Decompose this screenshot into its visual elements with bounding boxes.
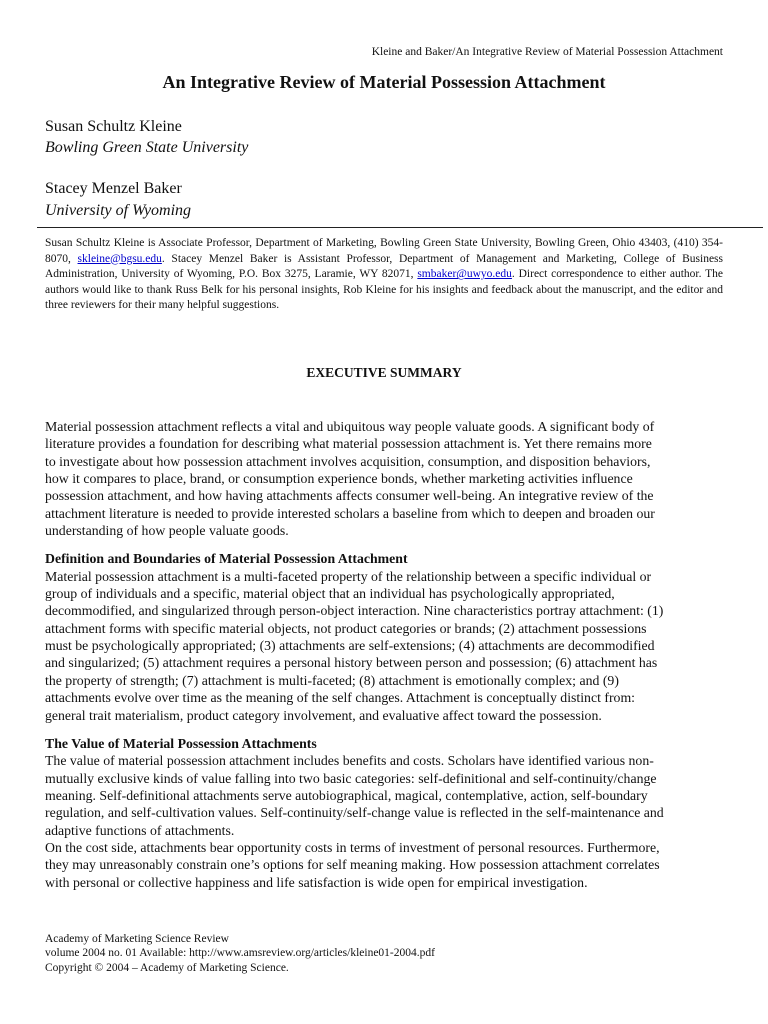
section1-line: attachment forms with specific material objects, not product categories or brands; (2) attachment possessions xyxy=(45,620,647,636)
intro-line: Material possession attachment reflects a vital and ubiquitous way people valuate goods. A significant body of xyxy=(45,419,655,434)
footer-journal-name: Academy of Marketing Science Review xyxy=(45,933,229,945)
intro-line: understanding of how people valuate goods. xyxy=(45,523,289,539)
section2-line: meaning. Self-definitional attachments serve autobiographical, magical, contemplative, action, self-boundary xyxy=(45,787,648,803)
executive-summary-heading: EXECUTIVE SUMMARY xyxy=(306,365,462,380)
author-note xyxy=(45,236,723,314)
section2-line: The value of material possession attachment includes benefits and costs. Scholars have identified various non- xyxy=(45,753,654,769)
section1-line: decommodified, and singularized through person-object interaction. Nine characteristics portray attachment: (1) xyxy=(45,603,664,619)
running-head: Kleine and Baker/An Integrative Review of Material Possession Attachment xyxy=(371,46,723,58)
author-affiliation-1: Bowling Green State University xyxy=(45,139,249,156)
author-note-part2: . Stacey Menzel Baker is Assistant Professor, Department of Management and Marketing, College of Business Administration, University of Wyoming, P.O. Box 3275, Laramie, WY 82071, xyxy=(45,252,724,281)
header-divider xyxy=(37,227,763,228)
intro-line: possession attachment, and how having attachments affects consumer well-being. An integrative review of the xyxy=(45,488,654,504)
section1-line: attachments evolve over time as the meaning of the self changes. Attachment is conceptually distinct from: xyxy=(45,690,636,706)
section-heading-definition: Definition and Boundaries of Material Possession Attachment xyxy=(45,551,408,567)
author-name-2: Stacey Menzel Baker xyxy=(45,180,182,197)
section2-line: with personal or collective happiness and life satisfaction is wide open for empirical investigation. xyxy=(45,874,588,890)
intro-line: attachment literature is needed to provide interested scholars a baseline from which to deepen and broaden our xyxy=(45,505,655,521)
intro-line: to investigate about how possession attachment involves acquisition, consumption, and disposition behaviors, xyxy=(45,453,651,469)
section1-line: and singularized; (5) attachment requires a personal history between person and possession; (6) attachment has xyxy=(45,655,658,671)
author-note-part3: . Direct correspondence to either author. The authors would like to thank Russ Belk for his personal insights, Rob Kleine for his insights and feedback about the manuscript, and the editor and three reviewers for their many helpful suggestions. xyxy=(45,268,723,312)
paragraph-gap xyxy=(45,539,725,550)
section1-line: the property of strength; (7) attachment is multi-faceted; (8) attachment is emotionally complex; and (9) xyxy=(45,672,619,688)
intro-line: literature provides a foundation for describing what material possession attachment is. Yet there remains more xyxy=(45,436,652,452)
author-affiliation-2: University of Wyoming xyxy=(45,202,192,219)
section2-line: adaptive functions of attachments. xyxy=(45,822,235,838)
section1-line: must be psychologically appropriated; (3) attachments are self-extensions; (4) attachments are decommodified xyxy=(45,638,655,654)
intro-line: how it compares to place, brand, or consumption experience bonds, whether marketing activities influence xyxy=(45,471,633,487)
paragraph-gap xyxy=(45,724,725,735)
section-heading-value: The Value of Material Possession Attachments xyxy=(45,735,317,751)
footer-volume-availability: volume 2004 no. 01 Available: http://www.amsreview.org/articles/kleine01-2004.pdf xyxy=(45,947,435,960)
email-link-kleine[interactable]: skleine@bgsu.edu xyxy=(77,252,162,265)
section1-line: general trait materialism, product category involvement, and evaluative affect toward the possession. xyxy=(45,707,602,723)
section1-line: Material possession attachment is a multi-faceted property of the relationship between a specific individual or xyxy=(45,568,652,584)
journal-footer xyxy=(45,932,435,975)
article-title: An Integrative Review of Material Possession Attachment xyxy=(162,72,606,92)
section2-line: they may unreasonably constrain one’s options for self meaning making. How possession attachment correlates xyxy=(45,857,660,873)
email-link-baker[interactable]: smbaker@uwyo.edu xyxy=(417,268,512,281)
author-note-part1: Susan Schultz Kleine is Associate Professor, Department of Marketing, Bowling Green State University, Bowling Green, Ohio 43403, (410) 354-8070, xyxy=(45,237,723,265)
section2-line: regulation, and self-cultivation values. Self-continuity/self-change value is reflected in the self-maintenance and xyxy=(45,805,664,821)
section2-line: mutually exclusive kinds of value falling into two basic categories: self-definitional and self-continuity/change xyxy=(45,770,657,786)
footer-copyright: Copyright © 2004 – Academy of Marketing Science. xyxy=(45,961,289,974)
author-name-1: Susan Schultz Kleine xyxy=(45,118,182,135)
section1-line: group of individuals and a specific, material object that an individual has psychologically appropriated, xyxy=(45,586,615,602)
section2-line: On the cost side, attachments bear opportunity costs in terms of investment of personal resources. Furthermore, xyxy=(45,839,660,855)
summary-body xyxy=(45,418,725,891)
